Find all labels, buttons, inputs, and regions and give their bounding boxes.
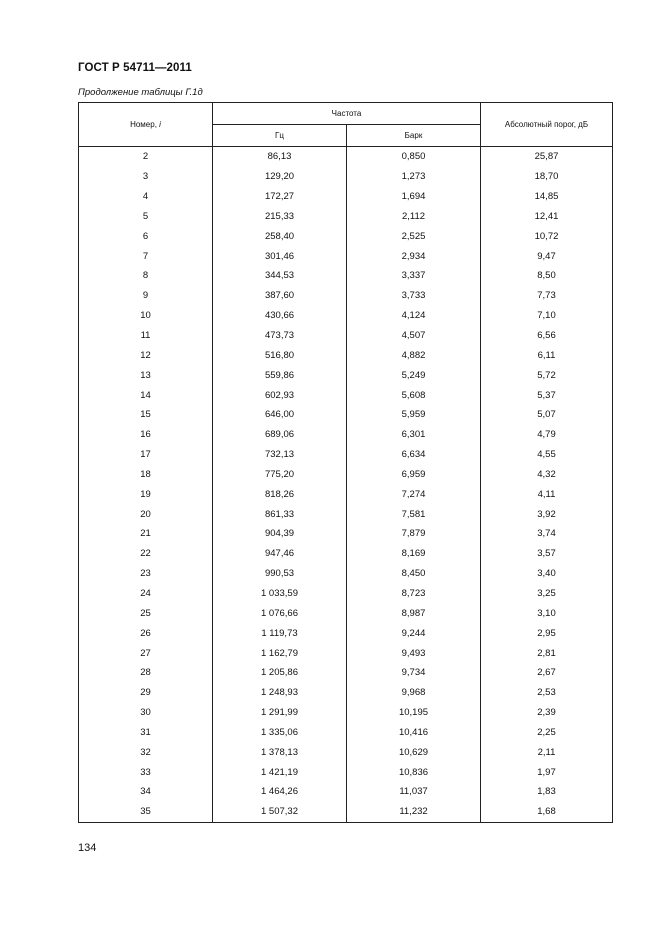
cell-frequency-bark: 10,629 xyxy=(347,742,481,762)
table-row xyxy=(79,484,613,504)
header-frequency: Частота xyxy=(213,103,481,125)
table-row xyxy=(79,504,613,524)
cell-frequency-hz: 473,73 xyxy=(213,326,347,346)
table-row xyxy=(79,544,613,564)
cell-frequency-hz: 1 205,86 xyxy=(213,663,347,683)
cell-number: 26 xyxy=(79,623,213,643)
cell-frequency-bark: 0,850 xyxy=(347,147,481,167)
cell-number: 4 xyxy=(79,187,213,207)
cell-frequency-hz: 775,20 xyxy=(213,465,347,485)
cell-frequency-hz: 258,40 xyxy=(213,226,347,246)
table-row xyxy=(79,623,613,643)
table-row xyxy=(79,465,613,485)
cell-threshold-db: 3,92 xyxy=(481,504,613,524)
cell-number: 22 xyxy=(79,544,213,564)
cell-frequency-hz: 1 507,32 xyxy=(213,802,347,822)
cell-frequency-hz: 559,86 xyxy=(213,365,347,385)
cell-number: 18 xyxy=(79,465,213,485)
cell-number: 23 xyxy=(79,564,213,584)
cell-frequency-bark: 9,244 xyxy=(347,623,481,643)
cell-number: 17 xyxy=(79,445,213,465)
cell-frequency-hz: 516,80 xyxy=(213,345,347,365)
cell-threshold-db: 12,41 xyxy=(481,207,613,227)
cell-threshold-db: 3,40 xyxy=(481,564,613,584)
cell-frequency-bark: 8,450 xyxy=(347,564,481,584)
cell-frequency-bark: 6,301 xyxy=(347,425,481,445)
cell-frequency-hz: 387,60 xyxy=(213,286,347,306)
cell-number: 7 xyxy=(79,246,213,266)
cell-frequency-hz: 1 378,13 xyxy=(213,742,347,762)
header-number: Номер, i xyxy=(79,103,213,147)
cell-number: 5 xyxy=(79,207,213,227)
table-row xyxy=(79,603,613,623)
cell-threshold-db: 3,74 xyxy=(481,524,613,544)
cell-number: 33 xyxy=(79,762,213,782)
cell-frequency-bark: 9,734 xyxy=(347,663,481,683)
cell-frequency-hz: 732,13 xyxy=(213,445,347,465)
cell-number: 30 xyxy=(79,703,213,723)
table-row xyxy=(79,742,613,762)
cell-threshold-db: 18,70 xyxy=(481,167,613,187)
cell-threshold-db: 2,67 xyxy=(481,663,613,683)
cell-threshold-db: 1,97 xyxy=(481,762,613,782)
cell-frequency-bark: 8,723 xyxy=(347,584,481,604)
cell-number: 3 xyxy=(79,167,213,187)
cell-frequency-hz: 990,53 xyxy=(213,564,347,584)
cell-number: 20 xyxy=(79,504,213,524)
cell-threshold-db: 4,11 xyxy=(481,484,613,504)
cell-number: 15 xyxy=(79,405,213,425)
cell-frequency-hz: 1 291,99 xyxy=(213,703,347,723)
cell-number: 25 xyxy=(79,603,213,623)
cell-threshold-db: 3,57 xyxy=(481,544,613,564)
table-row xyxy=(79,802,613,822)
cell-number: 19 xyxy=(79,484,213,504)
table-row xyxy=(79,345,613,365)
cell-threshold-db: 2,39 xyxy=(481,703,613,723)
cell-threshold-db: 2,25 xyxy=(481,722,613,742)
cell-threshold-db: 2,53 xyxy=(481,683,613,703)
cell-threshold-db: 7,10 xyxy=(481,306,613,326)
cell-threshold-db: 3,10 xyxy=(481,603,613,623)
table-row xyxy=(79,584,613,604)
cell-threshold-db: 2,11 xyxy=(481,742,613,762)
cell-frequency-hz: 1 464,26 xyxy=(213,782,347,802)
cell-number: 6 xyxy=(79,226,213,246)
cell-frequency-hz: 818,26 xyxy=(213,484,347,504)
table-row xyxy=(79,286,613,306)
cell-frequency-bark: 9,493 xyxy=(347,643,481,663)
table-row xyxy=(79,703,613,723)
cell-frequency-bark: 4,507 xyxy=(347,326,481,346)
cell-frequency-bark: 9,968 xyxy=(347,683,481,703)
cell-frequency-bark: 8,169 xyxy=(347,544,481,564)
cell-number: 13 xyxy=(79,365,213,385)
table-row xyxy=(79,683,613,703)
cell-threshold-db: 8,50 xyxy=(481,266,613,286)
cell-frequency-bark: 4,882 xyxy=(347,345,481,365)
document-title: ГОСТ Р 54711—2011 xyxy=(78,62,192,74)
table-row xyxy=(79,226,613,246)
table-row xyxy=(79,425,613,445)
cell-number: 16 xyxy=(79,425,213,445)
table-row xyxy=(79,266,613,286)
header-bark: Барк xyxy=(347,125,481,147)
table-header xyxy=(79,103,613,147)
cell-frequency-hz: 1 162,79 xyxy=(213,643,347,663)
cell-frequency-hz: 86,13 xyxy=(213,147,347,167)
cell-threshold-db: 6,11 xyxy=(481,345,613,365)
cell-frequency-hz: 344,53 xyxy=(213,266,347,286)
cell-number: 27 xyxy=(79,643,213,663)
cell-threshold-db: 14,85 xyxy=(481,187,613,207)
table-row xyxy=(79,663,613,683)
cell-number: 29 xyxy=(79,683,213,703)
cell-frequency-hz: 172,27 xyxy=(213,187,347,207)
cell-number: 34 xyxy=(79,782,213,802)
cell-frequency-bark: 11,232 xyxy=(347,802,481,822)
table-row xyxy=(79,385,613,405)
cell-number: 28 xyxy=(79,663,213,683)
cell-frequency-bark: 5,608 xyxy=(347,385,481,405)
cell-frequency-hz: 861,33 xyxy=(213,504,347,524)
table-row xyxy=(79,762,613,782)
cell-threshold-db: 2,95 xyxy=(481,623,613,643)
table-row xyxy=(79,167,613,187)
cell-number: 32 xyxy=(79,742,213,762)
cell-frequency-bark: 3,733 xyxy=(347,286,481,306)
table-row xyxy=(79,643,613,663)
cell-threshold-db: 4,32 xyxy=(481,465,613,485)
table-caption: Продолжение таблицы Г.1д xyxy=(78,87,203,98)
cell-frequency-bark: 5,959 xyxy=(347,405,481,425)
header-threshold: Абсолютный порог, дБ xyxy=(481,103,613,147)
table-row xyxy=(79,405,613,425)
cell-number: 35 xyxy=(79,802,213,822)
cell-threshold-db: 4,55 xyxy=(481,445,613,465)
cell-frequency-bark: 7,274 xyxy=(347,484,481,504)
cell-threshold-db: 2,81 xyxy=(481,643,613,663)
table-row xyxy=(79,564,613,584)
table-row xyxy=(79,524,613,544)
cell-frequency-bark: 2,934 xyxy=(347,246,481,266)
cell-threshold-db: 1,68 xyxy=(481,802,613,822)
cell-frequency-bark: 2,525 xyxy=(347,226,481,246)
cell-threshold-db: 6,56 xyxy=(481,326,613,346)
table-row xyxy=(79,246,613,266)
page-number: 134 xyxy=(78,842,97,854)
cell-frequency-hz: 602,93 xyxy=(213,385,347,405)
cell-frequency-bark: 3,337 xyxy=(347,266,481,286)
cell-frequency-bark: 10,416 xyxy=(347,722,481,742)
cell-number: 24 xyxy=(79,584,213,604)
cell-threshold-db: 10,72 xyxy=(481,226,613,246)
table-row xyxy=(79,365,613,385)
cell-number: 11 xyxy=(79,326,213,346)
cell-frequency-bark: 5,249 xyxy=(347,365,481,385)
cell-number: 2 xyxy=(79,147,213,167)
cell-frequency-hz: 689,06 xyxy=(213,425,347,445)
cell-frequency-hz: 215,33 xyxy=(213,207,347,227)
cell-frequency-hz: 129,20 xyxy=(213,167,347,187)
cell-frequency-bark: 8,987 xyxy=(347,603,481,623)
cell-frequency-bark: 11,037 xyxy=(347,782,481,802)
cell-frequency-hz: 1 248,93 xyxy=(213,683,347,703)
cell-frequency-bark: 6,634 xyxy=(347,445,481,465)
cell-threshold-db: 7,73 xyxy=(481,286,613,306)
cell-frequency-hz: 904,39 xyxy=(213,524,347,544)
cell-threshold-db: 25,87 xyxy=(481,147,613,167)
frequency-threshold-table xyxy=(78,102,613,823)
cell-frequency-hz: 646,00 xyxy=(213,405,347,425)
cell-number: 12 xyxy=(79,345,213,365)
cell-frequency-hz: 430,66 xyxy=(213,306,347,326)
cell-threshold-db: 5,37 xyxy=(481,385,613,405)
table-body xyxy=(79,147,613,823)
table-row xyxy=(79,187,613,207)
cell-threshold-db: 9,47 xyxy=(481,246,613,266)
cell-frequency-hz: 1 033,59 xyxy=(213,584,347,604)
cell-frequency-bark: 10,195 xyxy=(347,703,481,723)
cell-number: 8 xyxy=(79,266,213,286)
cell-frequency-bark: 4,124 xyxy=(347,306,481,326)
cell-number: 10 xyxy=(79,306,213,326)
table-row xyxy=(79,147,613,167)
table-row xyxy=(79,326,613,346)
cell-threshold-db: 5,07 xyxy=(481,405,613,425)
cell-frequency-bark: 1,694 xyxy=(347,187,481,207)
cell-frequency-hz: 947,46 xyxy=(213,544,347,564)
cell-number: 31 xyxy=(79,722,213,742)
cell-frequency-hz: 1 421,19 xyxy=(213,762,347,782)
table-row xyxy=(79,445,613,465)
table-row xyxy=(79,722,613,742)
cell-threshold-db: 3,25 xyxy=(481,584,613,604)
cell-threshold-db: 5,72 xyxy=(481,365,613,385)
cell-frequency-bark: 6,959 xyxy=(347,465,481,485)
cell-threshold-db: 4,79 xyxy=(481,425,613,445)
cell-frequency-hz: 1 076,66 xyxy=(213,603,347,623)
cell-number: 9 xyxy=(79,286,213,306)
cell-number: 21 xyxy=(79,524,213,544)
table-row xyxy=(79,782,613,802)
header-hz: Гц xyxy=(213,125,347,147)
table-row xyxy=(79,306,613,326)
cell-frequency-bark: 10,836 xyxy=(347,762,481,782)
cell-frequency-hz: 1 119,73 xyxy=(213,623,347,643)
cell-frequency-bark: 7,581 xyxy=(347,504,481,524)
cell-frequency-hz: 301,46 xyxy=(213,246,347,266)
cell-frequency-hz: 1 335,06 xyxy=(213,722,347,742)
cell-threshold-db: 1,83 xyxy=(481,782,613,802)
variable-i: i xyxy=(159,120,161,129)
cell-frequency-bark: 1,273 xyxy=(347,167,481,187)
cell-number: 14 xyxy=(79,385,213,405)
cell-frequency-bark: 2,112 xyxy=(347,207,481,227)
cell-frequency-bark: 7,879 xyxy=(347,524,481,544)
table-row xyxy=(79,207,613,227)
